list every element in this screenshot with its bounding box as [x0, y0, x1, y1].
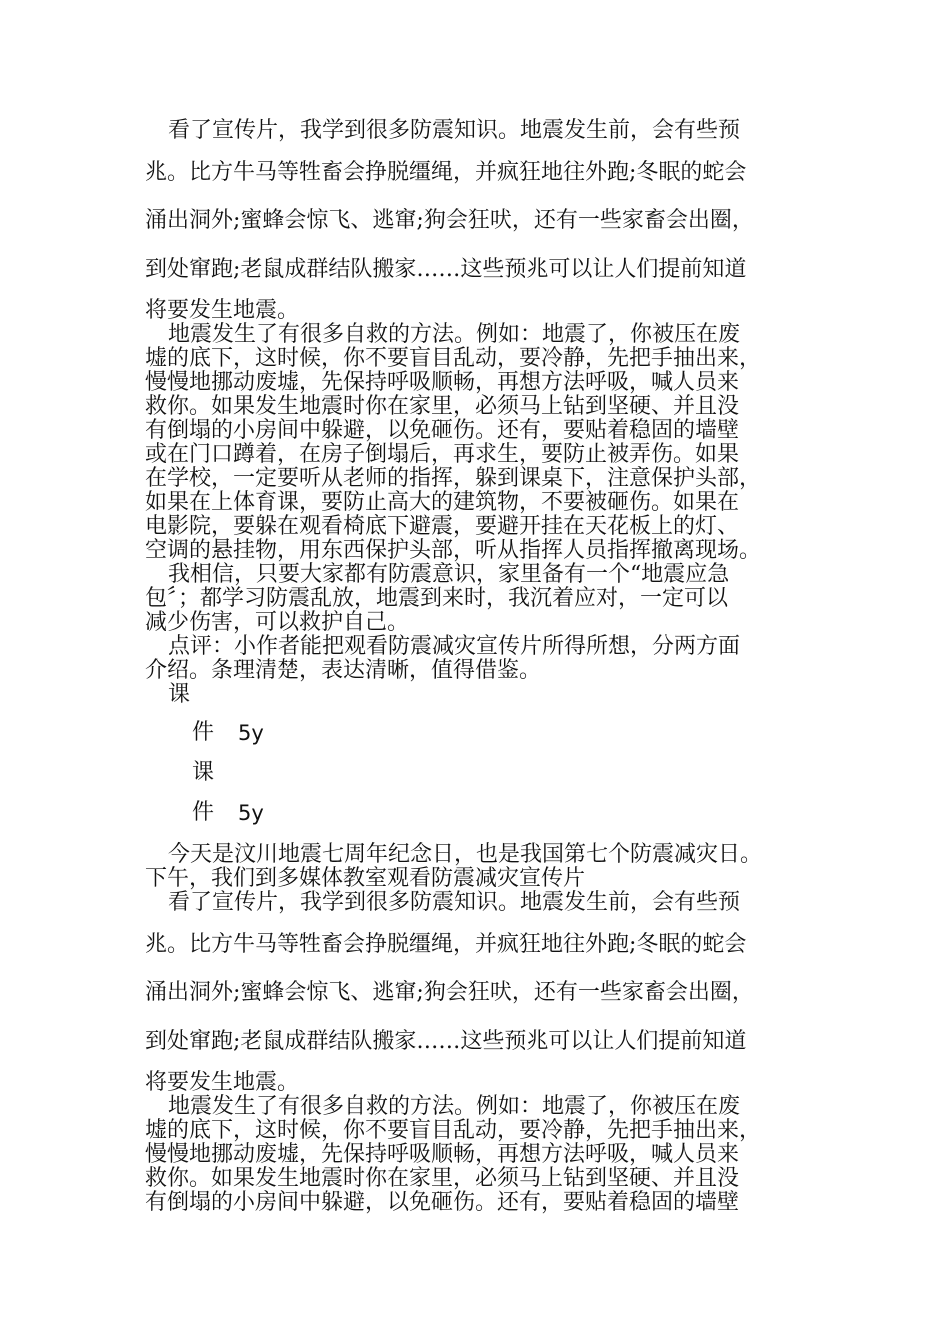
text-line: 看了宣传片，我学到很多防震知识。地震发生前，会有些预 — [168, 890, 741, 915]
text-line: 看了宣传片，我学到很多防震知识。地震发生前，会有些预 — [168, 118, 741, 143]
text-line: 将要发生地震。 — [145, 298, 300, 323]
text-line: 课 — [168, 682, 191, 707]
text-line: 5y — [238, 801, 264, 825]
text-line: 如果在上体育课，要防止高大的建筑物，不要被砸伤。如果在 — [145, 490, 740, 515]
text-line: 墟的底下，这时候，你不要盲目乱动，要冷静，先把手抽出来， — [145, 1118, 762, 1143]
text-line: 我相信，只要大家都有防震意识，家里备有一个“地震应急 — [168, 562, 730, 587]
text-line: 将要发生地震。 — [145, 1070, 300, 1095]
text-line: 减少伤害，可以救护自己。 — [145, 610, 410, 635]
text-line: 地震发生了有很多自救的方法。例如：地震了，你被压在废 — [168, 322, 741, 347]
text-line: 墟的底下，这时候，你不要盲目乱动，要冷静，先把手抽出来， — [145, 346, 762, 371]
text-line: 空调的悬挂物，用东西保护头部，听从指挥人员指挥撤离现场。 — [145, 538, 762, 563]
text-line: 救你。如果发生地震时你在家里，必须马上钻到坚硬、并且没 — [145, 394, 740, 419]
text-line: 有倒塌的小房间中躲避，以免砸伤。还有，要贴着稳固的墙壁 — [145, 1190, 740, 1215]
text-line: 下午，我们到多媒体教室观看防震减灾宣传片 — [145, 866, 586, 891]
text-line: 课 — [192, 760, 215, 785]
text-line: 或在门口蹲着，在房子倒塌后，再求生，要防止被弄伤。如果 — [145, 442, 740, 467]
text-line: 兆。比方牛马等牲畜会挣脱缰绳，并疯狂地往外跑;冬眠的蛇会 — [145, 160, 747, 185]
text-line: 件 — [192, 800, 215, 825]
text-line: 件 — [192, 720, 215, 745]
text-line: 慢慢地挪动废墟，先保持呼吸顺畅，再想方法呼吸，喊人员来 — [145, 1142, 740, 1167]
text-line: 在学校，一定要听从老师的指挥，躲到课桌下，注意保护头部， — [145, 466, 762, 491]
text-line: 包〞；都学习防震乱放，地震到来时，我沉着应对，一定可以 — [145, 586, 729, 611]
text-line: 介绍。条理清楚，表达清晰，值得借鉴。 — [145, 658, 542, 683]
text-line: 点评：小作者能把观看防震减灾宣传片所得所想，分两方面 — [168, 634, 741, 659]
text-line: 地震发生了有很多自救的方法。例如：地震了，你被压在废 — [168, 1094, 741, 1119]
text-line: 电影院，要躲在观看椅底下避震，要避开挂在天花板上的灯、 — [145, 514, 740, 539]
text-line: 今天是汶川地震七周年纪念日，也是我国第七个防震减灾日。 — [168, 842, 763, 867]
text-line: 5y — [238, 721, 264, 745]
text-line: 涌出洞外;蜜蜂会惊飞、逃窜;狗会狂吠，还有一些家畜会出圈， — [145, 980, 754, 1005]
text-line: 到处窜跑;老鼠成群结队搬家……这些预兆可以让人们提前知道 — [145, 1029, 747, 1054]
text-line: 慢慢地挪动废墟，先保持呼吸顺畅，再想方法呼吸，喊人员来 — [145, 370, 740, 395]
text-line: 涌出洞外;蜜蜂会惊飞、逃窜;狗会狂吠，还有一些家畜会出圈， — [145, 208, 754, 233]
text-line: 救你。如果发生地震时你在家里，必须马上钻到坚硬、并且没 — [145, 1166, 740, 1191]
text-line: 兆。比方牛马等牲畜会挣脱缰绳，并疯狂地往外跑;冬眠的蛇会 — [145, 932, 747, 957]
text-line: 到处窜跑;老鼠成群结队搬家……这些预兆可以让人们提前知道 — [145, 257, 747, 282]
text-line: 有倒塌的小房间中躲避，以免砸伤。还有，要贴着稳固的墙壁 — [145, 418, 740, 443]
